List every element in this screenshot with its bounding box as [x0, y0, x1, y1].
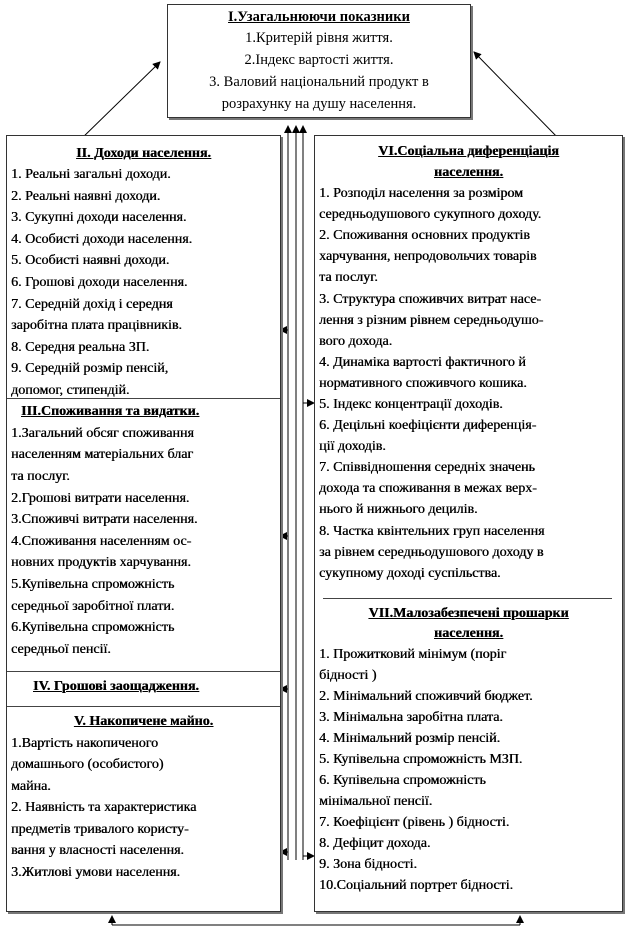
- low-income-line-6: 5. Купівельна спроможність МЗП.: [319, 752, 523, 767]
- top-box-title: І.Узагальнюючи показники: [228, 9, 410, 25]
- differentiation-title-2: населення.: [434, 165, 503, 180]
- differentiation-line-17: 8. Частка квінтельних груп населення: [319, 524, 545, 539]
- low-income-line-2: бідності ): [319, 668, 377, 683]
- consumption-line-6: 4.Споживання населенням ос-: [11, 534, 192, 549]
- consumption-line-8: 5.Купівельна спроможність: [11, 577, 175, 592]
- left-column-box: [6, 135, 281, 912]
- divider-consumption-savings: [7, 671, 280, 672]
- property-line-2: домашнього (особистого): [11, 757, 164, 772]
- income-line-3: 3. Сукупні доходи населення.: [11, 210, 187, 225]
- property-line-6: вання у власності населення.: [11, 843, 184, 858]
- property-line-5: предметів тривалого користу-: [11, 822, 189, 837]
- low-income-line-3: 2. Мінімальний споживчий бюджет.: [319, 689, 533, 704]
- low-income-line-12: 10.Соціальний портрет бідності.: [319, 878, 514, 893]
- differentiation-line-7: лення з різним рівнем середньодушо-: [319, 313, 544, 328]
- differentiation-line-9: 4. Динаміка вартості фактичного й: [319, 355, 526, 370]
- income-line-9: 8. Середня реальна ЗП.: [11, 340, 150, 355]
- low-income-line-10: 8. Дефіцит дохода.: [319, 836, 431, 851]
- consumption-line-1: 1.Загальний обсяг споживання: [11, 426, 194, 441]
- differentiation-title-1: VІ.Соціальна диференціація: [378, 144, 559, 159]
- consumption-line-5: 3.Споживчі витрати населення.: [11, 512, 198, 527]
- consumption-title: ІІІ.Споживання та видатки.: [21, 404, 200, 419]
- divider-differentiation-low-income: [323, 598, 612, 599]
- property-line-4: 2. Наявність та характеристика: [11, 800, 197, 815]
- arrow-left-to-top: [78, 62, 160, 142]
- low-income-line-5: 4. Мінімальний розмір пенсій.: [319, 731, 501, 746]
- low-income-line-4: 3. Мінімальна заробітна плата.: [319, 710, 503, 725]
- differentiation-line-12: 6. Децільні коефіцієнти диференція-: [319, 418, 537, 433]
- low-income-line-8: мінімальної пенсії.: [319, 794, 433, 809]
- income-line-7: 7. Середній дохід і середня: [11, 297, 173, 312]
- savings-title: IV. Грошові заощадження.: [33, 679, 199, 694]
- low-income-line-7: 6. Купівельна спроможність: [319, 773, 486, 788]
- differentiation-line-1: 1. Розподіл населення за розміром: [319, 186, 523, 201]
- income-line-2: 2. Реальні наявні доходи.: [11, 189, 161, 204]
- differentiation-line-15: дохода та споживання в межах верх-: [319, 481, 537, 496]
- top-item-1: 1.Критерій рівня життя.: [245, 30, 393, 46]
- differentiation-line-14: 7. Співвідношення середніх значень: [319, 460, 535, 475]
- income-line-1: 1. Реальні загальні доходи.: [11, 167, 171, 182]
- arrow-right-to-top: [474, 52, 560, 140]
- differentiation-line-10: нормативного споживчого кошика.: [319, 376, 527, 391]
- consumption-line-3: та послуг.: [11, 469, 70, 484]
- differentiation-line-11: 5. Індекс концентрації доходів.: [319, 397, 503, 412]
- top-item-2: 2.Індекс вартості життя.: [244, 52, 394, 68]
- low-income-line-9: 7. Коефіцієнт (рівень ) бідності.: [319, 815, 510, 830]
- income-line-10: 9. Середній розмір пенсій,: [11, 361, 169, 376]
- right-column-box: [314, 135, 623, 912]
- differentiation-line-16: нього й нижнього децилів.: [319, 502, 478, 517]
- income-line-5: 5. Особисті наявні доходи.: [11, 253, 170, 268]
- income-line-6: 6. Грошові доходи населення.: [11, 275, 188, 290]
- top-item-3: 3. Валовий національний продукт в: [209, 74, 429, 90]
- consumption-line-10: 6.Купівельна спроможність: [11, 620, 175, 635]
- divider-income-consumption: [7, 398, 280, 399]
- property-title: V. Накопичене майно.: [73, 714, 214, 729]
- income-line-11: допомог, стипендій.: [11, 383, 130, 398]
- low-income-line-11: 9. Зона бідності.: [319, 857, 417, 872]
- top-item-4: розрахунку на душу населення.: [221, 96, 417, 112]
- property-line-3: майна.: [11, 779, 51, 794]
- consumption-line-4: 2.Грошові витрати населення.: [11, 491, 190, 506]
- differentiation-line-5: та послуг.: [319, 270, 378, 285]
- consumption-line-2: населенням матеріальних благ: [11, 447, 194, 462]
- low-income-title-1: VІІ.Малозабезпечені прошарки: [368, 606, 569, 621]
- divider-savings-property: [7, 706, 280, 707]
- consumption-line-7: новних продуктів харчування.: [11, 555, 191, 570]
- differentiation-line-4: харчування, непродовольчих товарів: [319, 249, 537, 264]
- differentiation-line-3: 2. Споживання основних продуктів: [319, 228, 530, 243]
- differentiation-line-13: ції доходів.: [319, 439, 386, 454]
- differentiation-line-18: за рівнем середньодушового доходу в: [319, 545, 544, 560]
- differentiation-line-2: середньодушового сукупного доходу.: [319, 207, 542, 222]
- property-line-1: 1.Вартість накопиченого: [11, 736, 159, 751]
- differentiation-line-6: 3. Структура споживчих витрат насе-: [319, 292, 541, 307]
- property-line-7: 3.Житлові умови населення.: [11, 865, 180, 880]
- low-income-title-2: населення.: [434, 626, 503, 641]
- income-line-8: заробітна плата працівників.: [11, 318, 182, 333]
- low-income-line-1: 1. Прожитковий мінімум (поріг: [319, 647, 507, 662]
- income-title: ІІ. Доходи населення.: [76, 146, 211, 161]
- consumption-line-11: середньої пенсії.: [11, 642, 111, 657]
- differentiation-line-19: сукупному доході суспільства.: [319, 566, 501, 581]
- differentiation-line-8: вого дохода.: [319, 334, 393, 349]
- consumption-line-9: середньої заробітної плати.: [11, 599, 175, 614]
- income-line-4: 4. Особисті доходи населення.: [11, 232, 193, 247]
- top-box-general-indicators: [167, 4, 471, 118]
